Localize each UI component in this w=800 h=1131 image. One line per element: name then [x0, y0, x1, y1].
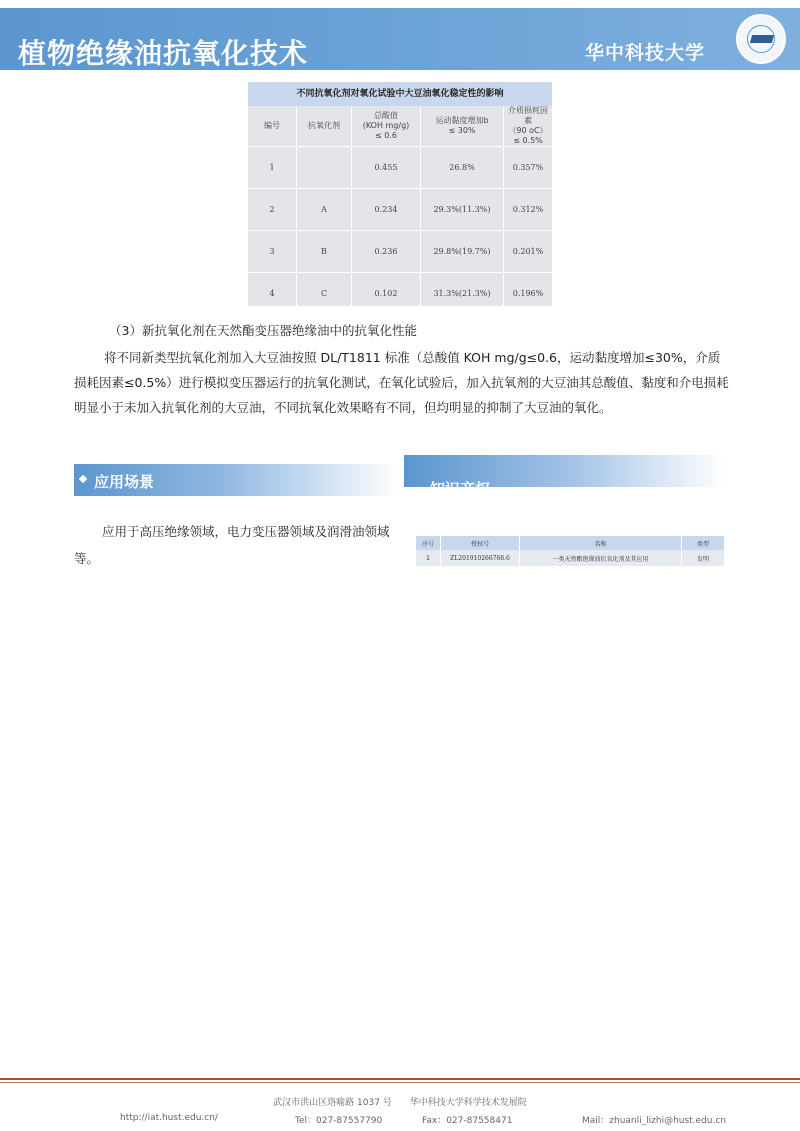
footer-tel: Tel：027-87557790: [295, 1116, 383, 1126]
cell-no: 1: [248, 147, 297, 189]
cell-loss: 0.201%: [504, 231, 553, 273]
patent-header-no: 序号: [416, 536, 441, 550]
header-loss: 介质损耗因素 （90 oC） ≤ 0.5%: [504, 106, 553, 147]
cell-acid: 0.234: [352, 189, 421, 231]
table-header-row: [248, 106, 552, 147]
cell-no: 2: [248, 189, 297, 231]
header-acid: 总酸值 (KOH mg/g) ≤ 0.6: [352, 106, 421, 147]
cell-acid: 0.236: [352, 231, 421, 273]
school-name: 华中科技大学: [584, 42, 705, 64]
patent-table: [416, 536, 724, 566]
university-logo-icon: [736, 14, 786, 64]
cell-agent: C: [297, 273, 352, 315]
footer-address: 武汉市洪山区珞喻路 1037 号 华中科技大学科学技术发展院: [273, 1098, 527, 1108]
patent-cell-id: ZL201910266768.6: [441, 550, 520, 566]
patent-header-row: [416, 536, 724, 550]
footer-mail[interactable]: Mail：zhuanli_lizhi@hust.edu.cn: [582, 1116, 727, 1126]
ip-section-header: [404, 455, 726, 498]
patent-row: [416, 550, 724, 566]
footer-divider: [0, 1078, 800, 1080]
header-no: 编号: [248, 106, 297, 147]
cell-viscosity: 31.3%(21.3%): [421, 273, 504, 315]
cell-viscosity: 29.8%(19.7%): [421, 231, 504, 273]
application-text: 应用于高压绝缘领域，电力变压器领域及润滑油领域等。: [74, 524, 390, 566]
cell-no: 3: [248, 231, 297, 273]
footer-url[interactable]: http://iat.hust.edu.cn/: [120, 1113, 218, 1123]
patent-header-type: 类型: [682, 536, 725, 550]
patent-header-id: 授权号: [441, 536, 520, 550]
header-viscosity: 运动黏度增加b ≤ 30%: [421, 106, 504, 147]
cell-loss: 0.357%: [504, 147, 553, 189]
header-banner: [0, 8, 800, 70]
patent-cell-type: 发明: [682, 550, 725, 566]
application-section-label: 应用场景: [94, 473, 155, 491]
table-row: [248, 147, 552, 189]
antioxidant-table: [248, 82, 552, 306]
cell-agent: B: [297, 231, 352, 273]
table-row: [248, 273, 552, 315]
patent-header-name: 名称: [520, 536, 682, 550]
ip-section-label: 知识产权: [430, 480, 491, 498]
cell-viscosity: 26.8%: [421, 147, 504, 189]
body-paragraph: 将不同新类型抗氧化剂加入大豆油按照 DL/T1811 标准（总酸值 KOH mg/g≤0.6，运动黏度增加≤30%，介质损耗因素≤0.5%）进行模拟变压器运行的抗氧化测试，在氧化试验后，加入抗氧剂的大豆油其总酸值、黏度和介电损耗明显小于未加入抗氧化剂的大豆油，不同抗氧化效果略有不同，但均明显的抑制了大豆油的氧化。: [74, 350, 729, 415]
table-title: 不同抗氧化剂对氧化试验中大豆油氧化稳定性的影响: [248, 82, 552, 106]
footer-fax: Fax：027-87558471: [422, 1116, 513, 1126]
page-title: 植物绝缘油抗氧化技术: [18, 37, 309, 70]
cell-agent: [297, 147, 352, 189]
cell-no: 4: [248, 273, 297, 315]
patent-cell-no: 1: [416, 550, 441, 566]
diamond-bullet-icon: [79, 475, 87, 483]
cell-loss: 0.196%: [504, 273, 553, 315]
cell-acid: 0.455: [352, 147, 421, 189]
patent-cell-name: 一类天然酯绝缘油抗氧化剂及其应用: [520, 550, 682, 566]
application-section-header: [74, 464, 399, 496]
table-row: [248, 189, 552, 231]
header-agent: 抗氧化剂: [297, 106, 352, 147]
section-subheading: （3）新抗氧化剂在天然酯变压器绝缘油中的抗氧化性能: [109, 323, 417, 338]
cell-viscosity: 29.3%(11.3%): [421, 189, 504, 231]
cell-agent: A: [297, 189, 352, 231]
cell-loss: 0.312%: [504, 189, 553, 231]
footer-divider-thin: [0, 1082, 800, 1083]
cell-acid: 0.102: [352, 273, 421, 315]
table-row: [248, 231, 552, 273]
